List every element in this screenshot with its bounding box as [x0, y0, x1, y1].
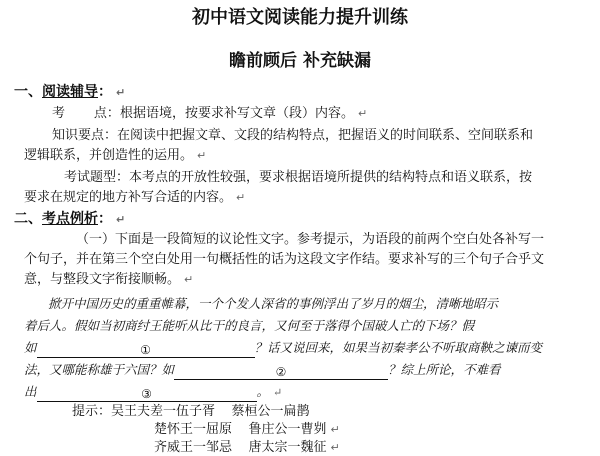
- section-suffix: ：: [98, 211, 112, 227]
- answer-blank-3[interactable]: [37, 388, 257, 402]
- story-line-3-end: ？话又说回来，如果当初秦孝公不听取商鞅之谏而变: [254, 340, 543, 355]
- story-line-5: [24, 384, 282, 402]
- story-line-4: [24, 362, 501, 380]
- type-row: [64, 170, 532, 186]
- section-heading-examples: [14, 211, 125, 228]
- type-text-1: 本考点的开放性较强，要求根据语境所提供的结构特点和语义联系，按: [129, 170, 533, 185]
- story-line-2: 着后人。假如当初商纣王能听从比干的良言，又何至于落得个国破人亡的下场？假: [24, 318, 475, 333]
- exam-point-text: 根据语境，按要求补写文章（段）内容。: [119, 106, 354, 121]
- blank-number-3: ③: [141, 387, 152, 401]
- answer-blank-1[interactable]: [37, 344, 255, 358]
- knowledge-text-1: 在阅读中把握文章、文段的结构特点，把握语义的时间联系、空间联系和: [117, 128, 534, 143]
- hint-pairs-3: 齐威王一邹忌 唐太宗一魏征: [154, 440, 327, 455]
- hint-row-2: [154, 422, 340, 438]
- example-intro-1: （一）下面是一段简短的议论性文字。参考提示，为语段的前两个空白处各补写一: [76, 232, 545, 247]
- story-line-5-end: 。: [256, 384, 270, 399]
- exam-point-row: [52, 106, 367, 122]
- paragraph-mark-icon: ↵: [357, 107, 368, 120]
- example-intro-3-text: 意，与整段文字衔接顺畅。: [24, 272, 181, 287]
- blank-number-2: ②: [275, 365, 287, 379]
- hint-label: 提示：: [72, 404, 112, 419]
- knowledge-text-2: 逻辑联系，并创造性的运用。: [24, 148, 194, 163]
- knowledge-label: 知识要点：: [52, 128, 118, 143]
- hint-pairs-2: 楚怀王一屈原 鲁庄公一曹刿: [154, 422, 327, 437]
- type-text-2: 要求在规定的地方补写合适的内容。: [24, 190, 233, 205]
- hint-row-3: [154, 440, 340, 456]
- paragraph-mark-icon: ↵: [197, 149, 207, 162]
- knowledge-row: [52, 128, 533, 144]
- knowledge-row-2: [24, 148, 206, 164]
- section-heading-guide: [14, 84, 125, 101]
- exam-point-label: 考 点：: [52, 106, 120, 121]
- paragraph-mark-icon: ↵: [116, 86, 126, 99]
- paragraph-mark-icon: ↵: [184, 273, 194, 286]
- blank-number-1: ①: [140, 343, 151, 357]
- paragraph-mark-icon: ↵: [330, 423, 340, 436]
- paragraph-mark-icon: ↵: [273, 386, 283, 399]
- story-line-5-start: 出: [24, 384, 37, 399]
- section-label: 阅读辅导: [42, 84, 98, 100]
- story-line-3-start: 如: [24, 340, 37, 355]
- hint-row-1: [72, 404, 310, 420]
- paragraph-mark-icon: ↵: [236, 191, 246, 204]
- section-number: 二、: [14, 211, 42, 227]
- hint-pairs-1: 吴王夫差一伍子胥 蔡桓公一扁鹊: [111, 404, 310, 419]
- story-line-4-start: 法，又哪能称雄于六国？如: [24, 362, 175, 377]
- story-line-1: 掀开中国历史的重重帷幕，一个个发人深省的事例浮出了岁月的烟尘，清晰地昭示: [48, 296, 499, 311]
- example-intro-3: [24, 272, 193, 288]
- story-line-3: [24, 340, 542, 358]
- paragraph-mark-icon: ↵: [116, 213, 126, 226]
- paragraph-mark-icon: ↵: [330, 441, 340, 454]
- type-label: 考试题型：: [64, 170, 130, 185]
- example-intro-2: 个句子，并在第三个空白处用一句概括性的话为这段文字作结。要求补写的三个句子合乎文: [24, 252, 545, 267]
- answer-blank-2[interactable]: [174, 366, 388, 380]
- section-suffix: ：: [98, 84, 112, 100]
- section-number: 一、: [14, 84, 42, 100]
- page-subtitle: 瞻前顾后 补充缺漏: [229, 51, 371, 71]
- page-title: 初中语文阅读能力提升训练: [192, 7, 408, 28]
- type-row-2: [24, 190, 245, 206]
- story-line-4-end: ？综上所论，不难看: [388, 362, 501, 377]
- section-label: 考点例析: [42, 211, 98, 227]
